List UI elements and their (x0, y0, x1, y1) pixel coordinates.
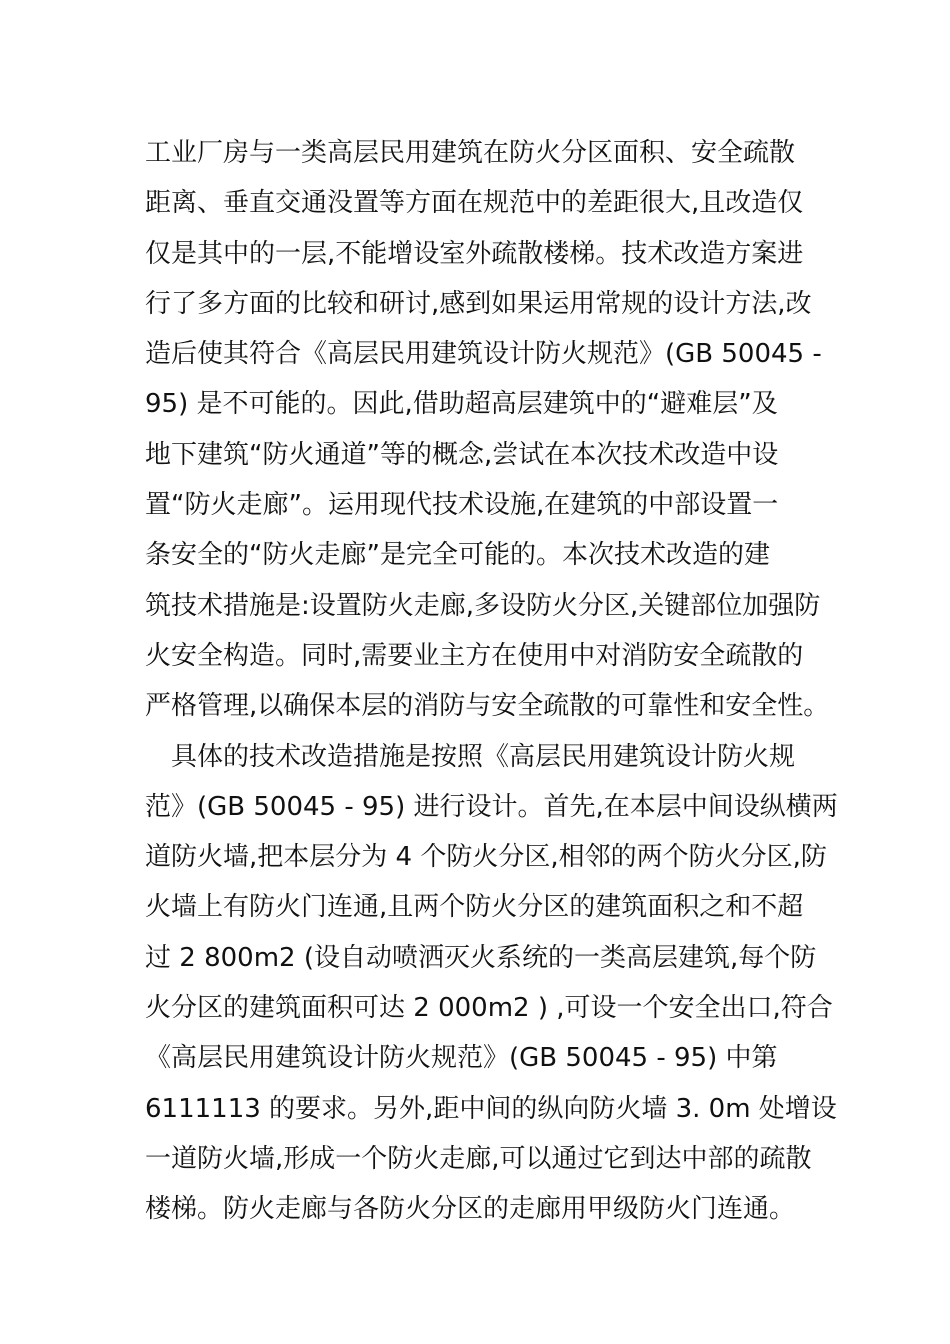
text-line: 造后使其符合《高层民用建筑设计防火规范》(GB 50045 - (145, 339, 822, 370)
text-line: 地下建筑“防火通道”等的概念,尝试在本次技术改造中设 (145, 439, 779, 470)
text-line: 火墙上有防火门连通,且两个防火分区的建筑面积之和不超 (145, 892, 804, 923)
text-line: 筑技术措施是:设置防火走廊,多设防火分区,关键部位加强防 (145, 590, 821, 621)
text-line: 距离、垂直交通没置等方面在规范中的差距很大,且改造仅 (145, 188, 804, 219)
text-line: 楼梯。防火走廊与各防火分区的走廊用甲级防火门连通。 (145, 1194, 796, 1225)
text-line: 行了多方面的比较和研讨,感到如果运用常规的设计方法,改 (145, 288, 812, 319)
text-line: 范》(GB 50045 - 95) 进行设计。首先,在本层中间设纵横两 (145, 791, 838, 822)
text-line: 仅是其中的一层,不能增设室外疏散楼梯。技术改造方案进 (145, 238, 804, 269)
text-line: 过 2 800m2 (设自动喷洒灭火系统的一类高层建筑,每个防 (145, 942, 817, 973)
text-line: 95) 是不可能的。因此,借助超高层建筑中的“避难层”及 (145, 389, 778, 420)
text-line: 《高层民用建筑设计防火规范》(GB 50045 - 95) 中第 (145, 1043, 778, 1074)
paragraph-2 (145, 732, 838, 1235)
text-line: 道防火墙,把本层分为 4 个防火分区,相邻的两个防火分区,防 (145, 842, 827, 873)
text-line: 一道防火墙,形成一个防火走廊,可以通过它到达中部的疏散 (145, 1143, 812, 1174)
text-line: 工业厂房与一类高层民用建筑在防火分区面积、安全疏散 (145, 138, 796, 168)
text-line: 具体的技术改造措施是按照《高层民用建筑设计防火规 (171, 741, 796, 772)
text-line: 严格管理,以确保本层的消防与安全疏散的可靠性和安全性。 (145, 691, 830, 722)
text-line: 6111113 的要求。另外,距中间的纵向防火墙 3. 0m 处增设 (145, 1093, 837, 1124)
text-line: 置“防火走廊”。运用现代技术设施,在建筑的中部设置一 (145, 490, 779, 521)
body-text (145, 128, 838, 1235)
text-line: 条安全的“防火走廊”是完全可能的。本次技术改造的建 (145, 540, 770, 571)
paragraph-1 (145, 128, 830, 732)
text-line: 火分区的建筑面积可达 2 000m2 ) ,可设一个安全出口,符合 (145, 993, 833, 1024)
text-line: 火安全构造。同时,需要业主方在使用中对消防安全疏散的 (145, 640, 804, 671)
